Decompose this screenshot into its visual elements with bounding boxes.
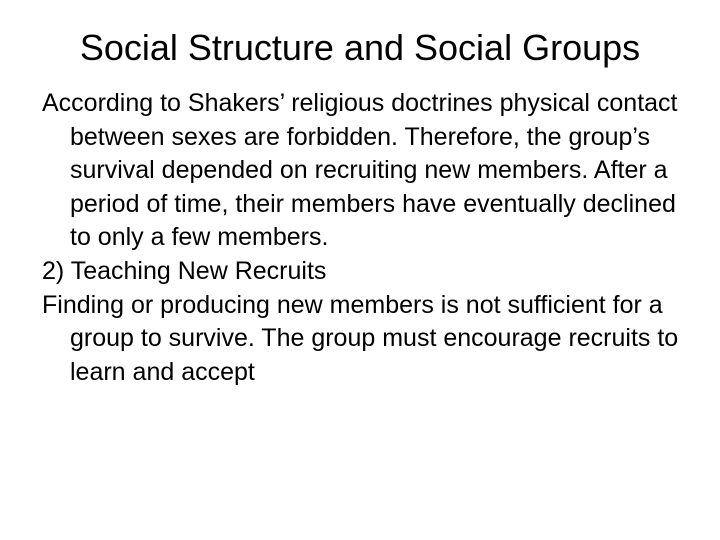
slide-body: [42, 87, 702, 389]
body-paragraph: According to Shakers’ religious doctrines physical contact between sexes are forbidden. Therefore, the group’s survival depended on recruiting new members. After a period of time, their members have eventually declined to only a few members.: [42, 89, 678, 252]
section-heading: 2) Teaching New Recruits: [42, 256, 327, 285]
slide-title: Social Structure and Social Groups: [79, 27, 641, 68]
body-paragraph: Finding or producing new members is not sufficient for a group to survive. The group must encourage recruits to learn and accept: [42, 290, 679, 386]
